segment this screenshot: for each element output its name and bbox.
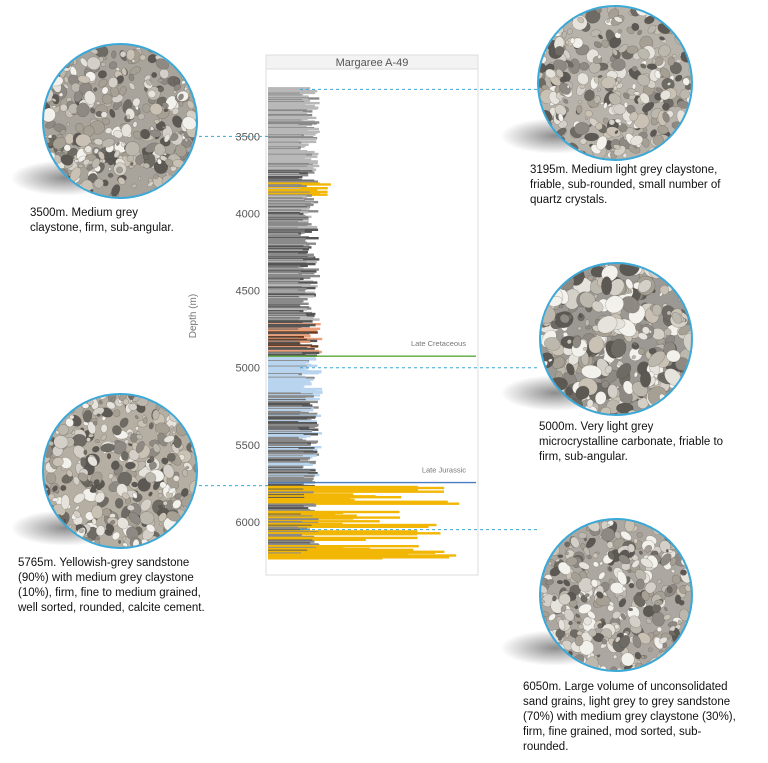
sample-texture xyxy=(539,7,693,161)
depth-tick-label: 6000 xyxy=(235,516,260,529)
sample-caption-6050: 6050m. Large volume of unconsolidated sand grains, light grey to grey sandstone (70%) with medium grey claystone (30%), firm, fine grained, mod sorted, sub- rounded. xyxy=(523,681,736,753)
depth-tick-label: 5000 xyxy=(235,362,260,375)
sample-texture xyxy=(541,264,693,416)
depth-tick-label: 4000 xyxy=(235,208,260,221)
sample-texture xyxy=(44,395,198,549)
sample-image-5765[interactable] xyxy=(42,393,198,549)
sample-caption-3500: 3500m. Medium grey claystone, firm, sub-angular. xyxy=(30,207,174,234)
sample-caption-5765: 5765m. Yellowish-grey sandstone (90%) with medium grey claystone (10%), firm, fine to medium grained, well sorted, rounded, calcite cement. xyxy=(18,557,205,614)
sample-image-5000[interactable] xyxy=(539,262,693,416)
sample-caption-5000: 5000m. Very light grey microcrystalline carbonate, friable to firm, sub-angular. xyxy=(539,421,724,463)
sample-texture xyxy=(541,520,693,672)
depth-tick-label: 3500 xyxy=(235,131,260,144)
sample-caption-3195: 3195m. Medium light grey claystone, friable, sub-rounded, small number of quartz crystals. xyxy=(530,164,721,206)
depth-tick-label: 5500 xyxy=(235,439,260,452)
lithology-bar xyxy=(268,557,382,559)
formation-top-label: Late Cretaceous xyxy=(410,339,466,349)
formation-top-label: Late Jurassic xyxy=(421,465,466,475)
sample-image-3195[interactable] xyxy=(537,5,693,161)
depth-tick-label: 4500 xyxy=(235,285,260,298)
log-title: Margaree A-49 xyxy=(335,57,409,69)
depth-ticks xyxy=(236,131,260,528)
sample-image-6050[interactable] xyxy=(539,518,693,672)
sample-image-3500[interactable] xyxy=(42,43,198,199)
depth-axis-label: Depth (m) xyxy=(188,293,199,339)
sample-texture xyxy=(44,45,198,199)
